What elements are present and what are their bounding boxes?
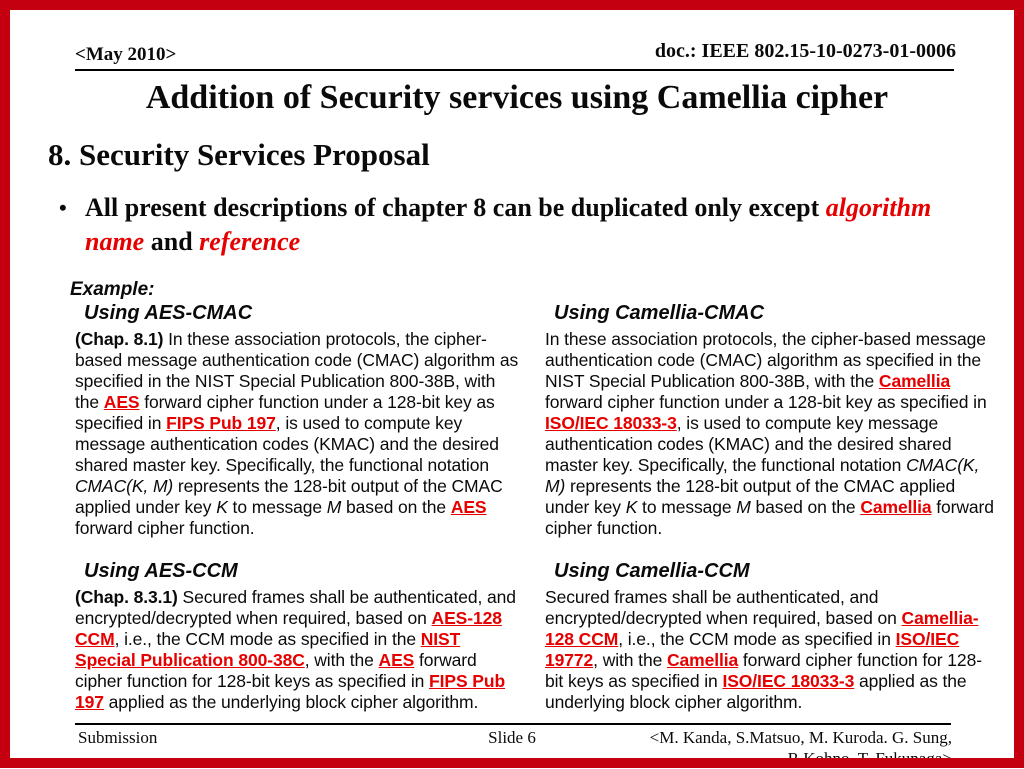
text-segment: , is used to compute key message authentication codes (KMAC) and the desired shared master key. Specifically, the functional notation — [75, 413, 499, 475]
header-date: <May 2010> — [75, 44, 177, 65]
column-aes-ccm — [75, 560, 520, 713]
text-segment: to message — [637, 497, 737, 517]
reference-link[interactable]: ISO/IEC 18033-3 — [545, 413, 677, 433]
reference-link[interactable]: ISO/IEC 19772 — [545, 629, 960, 670]
reference-link[interactable]: Camellia-128 CCM — [545, 608, 979, 649]
text-segment: (Chap. 8.1) — [75, 329, 169, 349]
example-label: Example: — [70, 279, 155, 300]
column-aes-cmac — [75, 302, 520, 539]
text-segment: forward cipher function for 128-bit keys as specified in — [545, 650, 982, 691]
column-heading: Using AES-CMAC — [84, 302, 253, 324]
section-heading: 8. Security Services Proposal — [48, 137, 430, 172]
text-segment: CMAC(K, M) — [545, 455, 980, 496]
column-camellia-cmac — [545, 302, 995, 539]
text-segment: , i.e., the CCM mode as specified in — [618, 629, 896, 649]
header-rule — [75, 69, 954, 71]
reference-link[interactable]: FIPS Pub 197 — [166, 413, 276, 433]
footer-authors-line2: R.Kohno, T. Fukunaga> — [787, 749, 952, 768]
text-segment: applied as the underlying block cipher algorithm. — [103, 692, 479, 712]
bullet-marker: • — [59, 195, 67, 220]
footer-authors-line1: <M. Kanda, S.Matsuo, M. Kuroda. G. Sung, — [649, 728, 952, 747]
reference-link[interactable]: AES — [450, 497, 487, 517]
reference-link[interactable]: Camellia — [860, 497, 932, 517]
reference-link[interactable]: FIPS Pub 197 — [75, 671, 506, 712]
column-body — [545, 587, 995, 713]
text-segment: based on the — [341, 497, 451, 517]
text-segment: forward cipher function under a 128-bit key as specified in — [545, 392, 987, 412]
text-segment: In these association protocols, the cipher-based message authentication code (CMAC) algorithm as specified in the NIST Special Publication 800-38B, with the — [75, 329, 519, 412]
reference-link[interactable]: AES — [103, 392, 140, 412]
text-segment: M — [736, 497, 751, 517]
text-segment: forward cipher function under a 128-bit key as specified in — [75, 392, 495, 433]
text-segment: , with the — [593, 650, 667, 670]
text-segment: CMAC(K, M) — [75, 476, 174, 496]
column-body — [545, 329, 995, 539]
text-segment: , is used to compute key message authentication codes (KMAC) and the desired shared master key. Specifically, the functional notation — [545, 413, 952, 475]
text-segment: reference — [199, 227, 301, 256]
text-segment: based on the — [750, 497, 861, 517]
reference-link[interactable]: Camellia — [878, 371, 951, 391]
text-segment: and — [144, 227, 200, 256]
text-segment: All present descriptions of chapter 8 can be duplicated only except — [85, 193, 826, 222]
text-segment: forward cipher function. — [545, 497, 994, 538]
text-segment: K — [216, 497, 228, 517]
reference-link[interactable]: AES-128 CCM — [75, 608, 502, 649]
text-segment: forward cipher function. — [75, 518, 255, 538]
footer-authors — [650, 727, 952, 769]
footer-rule — [75, 723, 951, 725]
text-segment: represents the 128-bit output of the CMAC applied under key — [545, 476, 956, 517]
column-heading: Using Camellia-CCM — [554, 560, 750, 582]
reference-link[interactable]: AES — [378, 650, 415, 670]
text-segment: Secured frames shall be authenticated, and encrypted/decrypted when required, based on — [545, 587, 902, 628]
text-segment: Secured frames shall be authenticated, and encrypted/decrypted when required, based on — [75, 587, 516, 628]
reference-link[interactable]: ISO/IEC 18033-3 — [722, 671, 855, 691]
footer-slide-number: Slide 6 — [488, 728, 536, 747]
text-segment: (Chap. 8.3.1) — [75, 587, 183, 607]
page-title: Addition of Security services using Camellia cipher — [145, 79, 889, 116]
text-segment: to message — [227, 497, 327, 517]
bullet-item — [55, 191, 965, 259]
header-doc-number: doc.: IEEE 802.15-10-0273-01-0006 — [654, 40, 956, 62]
text-segment: algorithm name — [85, 193, 932, 256]
text-segment: , i.e., the CCM mode as specified in the — [114, 629, 421, 649]
column-heading: Using Camellia-CMAC — [554, 302, 765, 324]
column-heading: Using AES-CCM — [84, 560, 238, 582]
text-segment: forward cipher function for 128-bit keys as specified in — [75, 650, 477, 691]
column-body — [75, 329, 520, 539]
text-segment: represents the 128-bit output of the CMAC applied under key — [75, 476, 503, 517]
column-camellia-ccm — [545, 560, 995, 713]
bullet-text — [85, 193, 931, 256]
reference-link[interactable]: NIST Special Publication 800-38C — [75, 629, 461, 670]
text-segment: applied as the underlying block cipher algorithm. — [545, 671, 967, 712]
text-segment: , with the — [304, 650, 379, 670]
text-segment: M — [326, 497, 342, 517]
reference-link[interactable]: Camellia — [666, 650, 739, 670]
text-segment: In these association protocols, the cipher-based message authentication code (CMAC) algorithm as specified in the NIST Special Publication 800-38B, with the — [545, 329, 986, 391]
footer-submission: Submission — [78, 728, 158, 747]
text-segment: K — [625, 497, 638, 517]
column-body — [75, 587, 520, 713]
